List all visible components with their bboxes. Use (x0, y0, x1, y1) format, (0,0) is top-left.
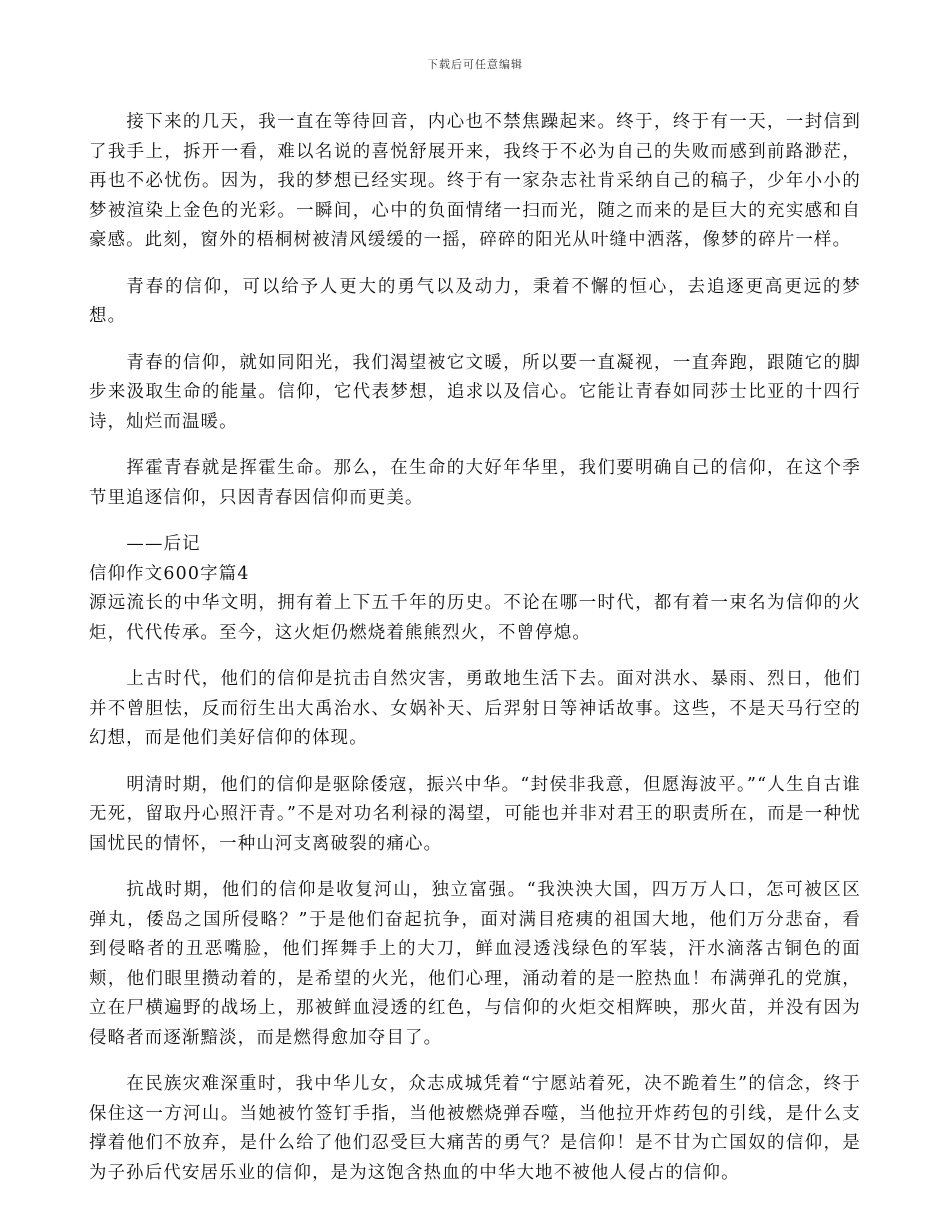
paragraph-9: 在民族灾难深重时，我中华儿女，众志成城凭着“宁愿站着死，决不跪着生”的信念，终于保住这一方河山。当她被竹签钉手指，当他被燃烧弹吞噬，当他拉开炸药包的引线，是什么支撑着他们不放弃，是什么给了他们忍受巨大痛苦的勇气？是信仰！是不甘为亡国奴的信仰，是为子孙后代安居乐业的信仰，是为这饱含热血的中华大地不被他人侵占的信仰。 (89, 1074, 861, 1183)
paragraph-2: 青春的信仰，可以给予人更大的勇气以及动力，秉着不懈的恒心，去追逐更高更远的梦想。 (89, 276, 861, 326)
postscript: ——后记 (126, 534, 201, 554)
paragraph-4: 挥霍青春就是挥霍生命。那么，在生命的大好年华里，我们要明确自己的信仰，在这个季节里追逐信仰，只因青春因信仰而更美。 (89, 458, 861, 508)
paragraph-8: 抗战时期，他们的信仰是收复河山，独立富强。“我泱泱大国，四万万人口，怎可被区区弹丸，倭岛之国所侵略？”于是他们奋起抗争，面对满目疮痍的祖国大地，他们万分悲奋，看到侵略者的丑恶嘴脸，他们挥舞手上的大刀，鲜血浸透浅绿色的军装，汗水滴落古铜色的面颊，他们眼里攒动着的，是希望的火光，他们心理，涌动着的是一腔热血！布满弹孔的党旗，立在尸横遍野的战场上，那被鲜血浸透的红色，与信仰的火炬交相辉映，那火苗，并没有因为侵略者而逐渐黯淡，而是燃得愈加夺目了。 (89, 880, 861, 1048)
page-header: 下载后可任意编辑 (427, 58, 523, 71)
document-body (89, 108, 861, 1205)
paragraph-7: 明清时期，他们的信仰是驱除倭寇，振兴中华。“封侯非我意，但愿海波平。”“人生自古谁无死，留取丹心照汗青。”不是对功名利禄的渴望，可能也并非对君王的职责所在，而是一种忧国忧民的情怀，一种山河支离破裂的痛心。 (89, 774, 861, 854)
section-title: 信仰作文600字篇4 (89, 563, 250, 584)
paragraph-1: 接下来的几天，我一直在等待回音，内心也不禁焦躁起来。终于，终于有一天，一封信到了我手上，拆开一看，难以名说的喜悦舒展开来，我终于不必为自己的失败而感到前路渺茫，再也不必忧伤。因为，我的梦想已经实现。终于有一家杂志社肯采纳自己的稿子，少年小小的梦被渲染上金色的光彩。一瞬间，心中的负面情绪一扫而光，随之而来的是巨大的充实感和自豪感。此刻，窗外的梧桐树被清风缓缓的一摇，碎碎的阳光从叶缝中洒落，像梦的碎片一样。 (89, 112, 861, 250)
paragraph-6: 上古时代，他们的信仰是抗击自然灾害，勇敢地生活下去。面对洪水、暴雨、烈日，他们并不曾胆怯，反而衍生出大禹治水、女娲补天、后羿射日等神话故事。这些，不是天马行空的幻想，而是他们美好信仰的体现。 (89, 669, 861, 748)
paragraph-5: 源远流长的中华文明，拥有着上下五千年的历史。不论在哪一时代，都有着一束名为信仰的火炬，代代传承。至今，这火炬仍燃烧着熊熊烈火，不曾停熄。 (89, 593, 861, 643)
paragraph-3: 青春的信仰，就如同阳光，我们渴望被它文暖，所以要一直凝视，一直奔跑，跟随它的脚步来汲取生命的能量。信仰，它代表梦想，追求以及信心。它能让青春如同莎士比亚的十四行诗，灿烂而温暖。 (89, 352, 861, 432)
